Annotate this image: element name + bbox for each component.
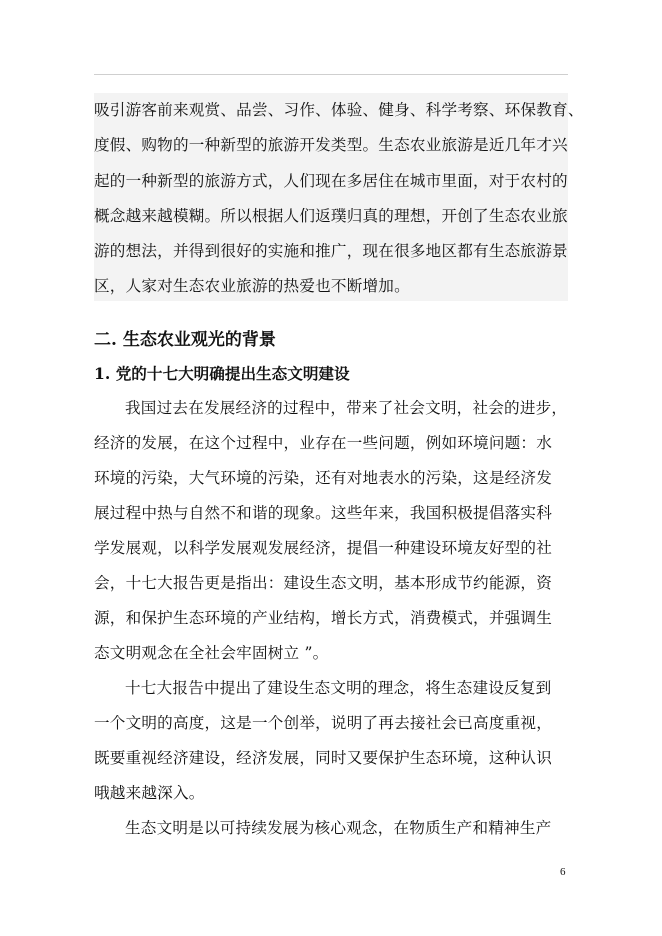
paragraph-line: 环境的污染，大气环境的污染，还有对地表水的污染，这是经济发 bbox=[94, 469, 553, 487]
shaded-intro-block bbox=[94, 93, 568, 301]
section-heading: 二. 生态农业观光的背景 bbox=[94, 330, 276, 350]
intro-line: 度假、购物的一种新型的旅游开发类型。生态农业旅游是近几年才兴 bbox=[94, 136, 568, 154]
paragraph-line: 生态文明是以可持续发展为核心观念，在物质生产和精神生产 bbox=[125, 819, 552, 837]
intro-line: 起的一种新型的旅游方式，人们现在多居住在城市里面，对于农村的 bbox=[94, 172, 568, 190]
intro-line: 区，人家对生态农业旅游的热爱也不断增加。 bbox=[94, 277, 410, 295]
subsection-heading: 1. 党的十七大明确提出生态文明建设 bbox=[94, 364, 350, 383]
paragraph-line: 态文明观念在全社会牢固树立 ”。 bbox=[94, 644, 329, 662]
page-number: 6 bbox=[560, 866, 566, 878]
paragraph-line: 会，十七大报告更是指出：建设生态文明，基本形成节约能源，资 bbox=[94, 574, 553, 592]
intro-line: 吸引游客前来观赏、品尝、习作、体验、健身、科学考察、环保教育、 bbox=[94, 101, 584, 119]
paragraph-line: 我国过去在发展经济的过程中，带来了社会文明，社会的进步， bbox=[125, 399, 568, 417]
paragraph-line: 源，和保护生态环境的产业结构，增长方式，消费模式，并强调生 bbox=[94, 609, 553, 627]
paragraph-line: 经济的发展，在这个过程中，业存在一些问题，例如环境问题：水 bbox=[94, 434, 553, 452]
intro-line: 概念越来越模糊。所以根据人们返璞归真的理想，开创了生态农业旅 bbox=[94, 207, 568, 225]
paragraph-line: 哦越来越深入。 bbox=[94, 784, 205, 802]
intro-line: 游的想法，并得到很好的实施和推广，现在很多地区都有生态旅游景 bbox=[94, 242, 568, 260]
paragraph-line: 一个文明的高度，这是一个创举，说明了再去接社会已高度重视， bbox=[94, 714, 553, 732]
paragraph-line: 学发展观，以科学发展观发展经济，提倡一种建设环境友好型的社 bbox=[94, 539, 553, 557]
paragraph-line: 既要重视经济建设，经济发展，同时又要保护生态环境，这种认识 bbox=[94, 749, 553, 767]
header-rule bbox=[94, 74, 568, 75]
paragraph-line: 十七大报告中提出了建设生态文明的理念，将生态建设反复到 bbox=[125, 679, 552, 697]
paragraph-line: 展过程中热与自然不和谐的现象。这些年来，我国积极提倡落实科 bbox=[94, 504, 553, 522]
